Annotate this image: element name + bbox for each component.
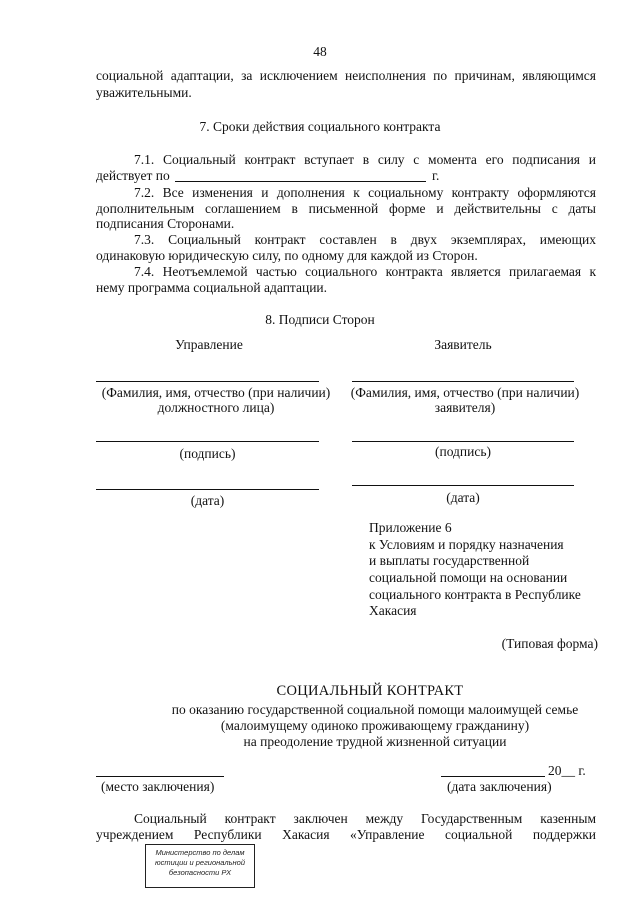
appendix-line-5: социального контракта в Республике [369,587,581,602]
ministry-stamp [145,844,255,888]
place-blank-line [96,776,224,777]
clause-7-3-line-2: одинаковую юридическую силу, по одному для каждой из Сторон. [96,248,478,263]
left-signature-line [96,441,319,442]
contract-subtitle-line-3: на преодоление трудной жизненной ситуации [243,734,507,749]
page-number: 48 [313,44,327,59]
top-paragraph-line-1: социальной адаптации, за исключением неисполнения по причинам, являющимся [96,68,596,83]
clause-7-2-line-1: 7.2. Все изменения и дополнения к социальному контракту оформляются [134,185,596,200]
clause-7-1-line-2-prefix: действует по [96,168,170,183]
right-fio-label-line-1: (Фамилия, имя, отчество (при наличии) [350,385,580,400]
party-right-title: Заявитель [434,337,492,352]
left-date-label: (дата) [190,493,225,508]
right-fio-label-line-2: заявителя) [434,400,496,415]
right-name-line [352,381,574,382]
appendix-line-6: Хакасия [369,603,417,618]
place-label: (место заключения) [101,779,215,794]
contract-body-line-2: учреждением Республики Хакасия «Управление социальной поддержки [96,827,596,842]
contract-subtitle-line-1: по оказанию государственной социальной помощи малоимущей семье [171,702,579,717]
clause-7-1-line-1: 7.1. Социальный контракт вступает в силу с момента его подписания и [134,152,596,167]
contract-subtitle-line-2: (малоимущему одиноко проживающему гражданину) [220,718,530,733]
contract-title: СОЦИАЛЬНЫЙ КОНТРАКТ [276,683,464,699]
contract-date-blank-line [441,776,545,777]
section-8-heading: 8. Подписи Сторон [265,312,375,327]
right-date-line [352,485,574,486]
valid-until-blank-line [175,181,426,182]
right-signature-line [352,441,574,442]
contract-date-year: 20__ г. [548,763,586,778]
form-type-label: (Типовая форма) [501,636,598,651]
clause-7-4-line-2: нему программа социальной адаптации. [96,280,328,295]
section-7-heading: 7. Сроки действия социального контракта [199,119,441,134]
left-name-line [96,381,319,382]
right-date-label: (дата) [446,490,480,505]
party-left-title: Управление [175,337,243,352]
right-signature-label: (подпись) [434,444,492,459]
stamp-line-2: юстиции и региональной [154,858,246,867]
appendix-line-2: к Условиям и порядку назначения [369,537,564,552]
left-date-line [96,489,319,490]
stamp-line-1: Министерство по делам [155,848,245,857]
stamp-line-3: безопасности РХ [168,868,232,877]
clause-7-2-line-2: дополнительным соглашением в письменной форме и действительны с даты [96,201,596,216]
contract-body-line-1: Социальный контракт заключен между Государственным казенным [134,811,596,826]
left-fio-label-line-1: (Фамилия, имя, отчество (при наличии) [101,385,331,400]
clause-7-4-line-1: 7.4. Неотъемлемой частью социального контракта является прилагаемая к [134,264,596,279]
left-signature-label: (подпись) [179,446,236,461]
clause-7-1-line-2-suffix: г. [432,168,440,183]
contract-date-label: (дата заключения) [447,779,552,794]
appendix-line-1: Приложение 6 [369,520,452,535]
clause-7-2-line-3: подписания Сторонами. [96,216,235,231]
clause-7-3-line-1: 7.3. Социальный контракт составлен в двух экземплярах, имеющих [134,232,596,247]
appendix-line-4: социальной помощи на основании [369,570,568,585]
appendix-line-3: и выплаты государственной [369,553,530,568]
left-fio-label-line-2: должностного лица) [157,400,275,415]
top-paragraph-line-2: уважительными. [96,85,192,100]
